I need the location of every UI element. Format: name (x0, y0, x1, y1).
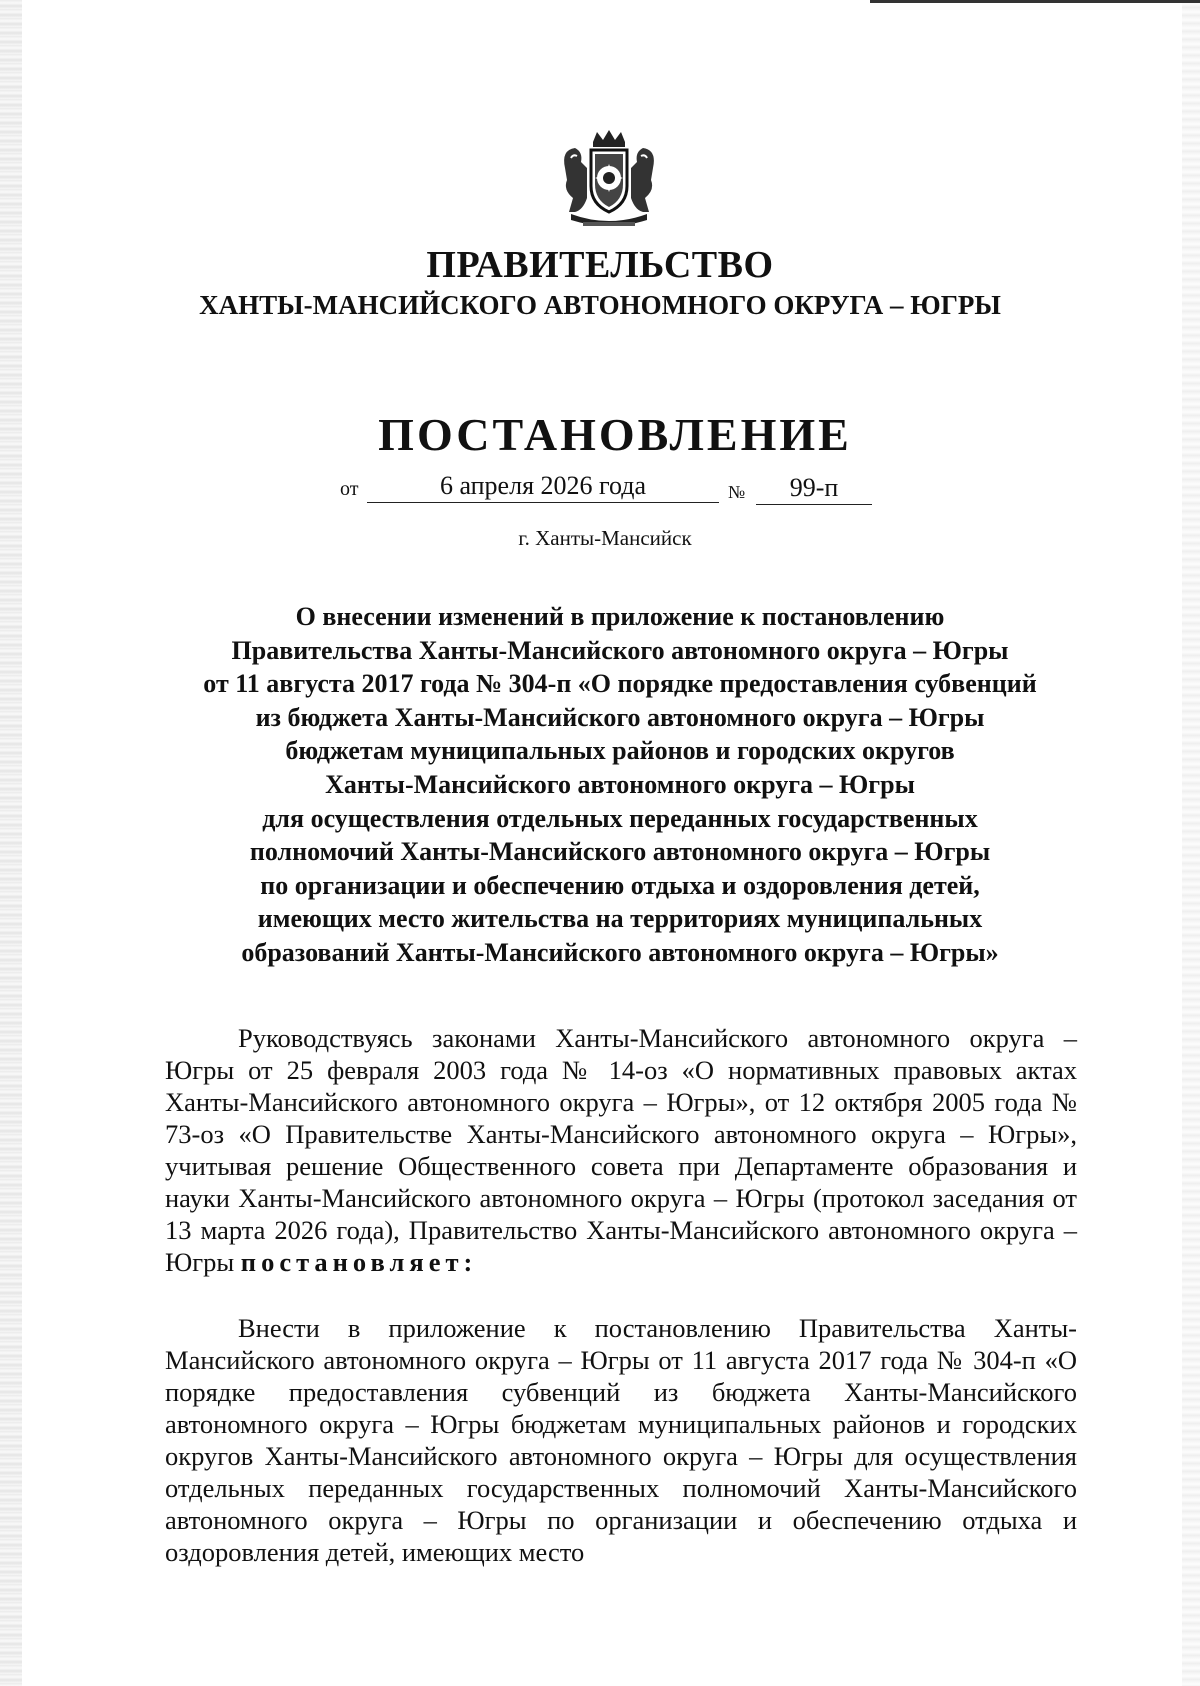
subject-line: Правительства Ханты-Мансийского автономного округа – Югры (231, 635, 1009, 665)
subject-line: от 11 августа 2017 года № 304-п «О порядке предоставления субвенций (203, 669, 1037, 699)
subject-line: по организации и обеспечению отдыха и оздоровления детей, (260, 870, 980, 900)
subject-line: полномочий Ханты-Мансийского автономного округа – Югры (249, 837, 991, 867)
document-subject (150, 600, 1090, 970)
document-kind: ПОСТАНОВЛЕНИЕ (378, 409, 852, 460)
scan-top-line (870, 0, 1200, 3)
subject-line: из бюджета Ханты-Мансийского автономного округа – Югры (255, 702, 985, 732)
decree-word: постановляет: (240, 1247, 478, 1277)
subject-line: образований Ханты-Мансийского автономного округа – Югры» (241, 937, 999, 967)
amendment-text: Внести в приложение к постановлению Правительства Ханты-Мансийского автономного округа – Югры от 11 августа 2017 года № 304-п «О порядке предоставления субвенций из бюджета Ханты-Мансийского автономного округа – Югры бюджетам муниципальных районов и городских округов Ханты-Мансийского автономного округа – Югры для осуществления отдельных переданных государственных полномочий Ханты-Мансийского автономного округа – Югры по организации и обеспечению отдыха и оздоровления детей, имеющих место (165, 1313, 1077, 1567)
number-sign-label: № (728, 482, 746, 502)
government-title: ПРАВИТЕЛЬСТВО (426, 244, 774, 286)
region-title: ХАНТЫ-МАНСИЙСКОГО АВТОНОМНОГО ОКРУГА – ЮГРЫ (199, 290, 1001, 320)
coat-of-arms-emblem (553, 128, 665, 232)
subject-line: имеющих место жительства на территориях муниципальных (257, 904, 983, 934)
subject-line: бюджетам муниципальных районов и городских округов (285, 736, 955, 766)
document-city: г. Ханты-Мансийск (518, 526, 692, 550)
document-number: 99-п (756, 472, 872, 505)
body-paragraph-preamble (165, 1022, 1077, 1278)
preamble-text: Руководствуясь законами Ханты-Мансийского автономного округа – Югры от 25 февраля 2003 года № 14-оз «О нормативных правовых актах Ханты-Мансийского автономного округа – Югры», от 12 октября 2005 года № 73-оз «О Правительстве Ханты-Мансийского автономного округа – Югры», учитывая решение Общественного совета при Департаменте образования и науки Ханты-Мансийского автономного округа – Югры (протокол заседания от 13 марта 2026 года), Правительство Ханты-Мансийского автономного округа – Югры (165, 1023, 1077, 1277)
subject-line: О внесении изменений в приложение к постановлению (295, 602, 945, 631)
subject-line: для осуществления отдельных переданных государственных (262, 803, 978, 833)
document-date: 6 апреля 2026 года (367, 470, 719, 503)
date-prefix-label: от (340, 478, 359, 500)
body-paragraph-amendment (165, 1312, 1077, 1568)
subject-line: Ханты-Мансийского автономного округа – Югры (325, 769, 915, 799)
